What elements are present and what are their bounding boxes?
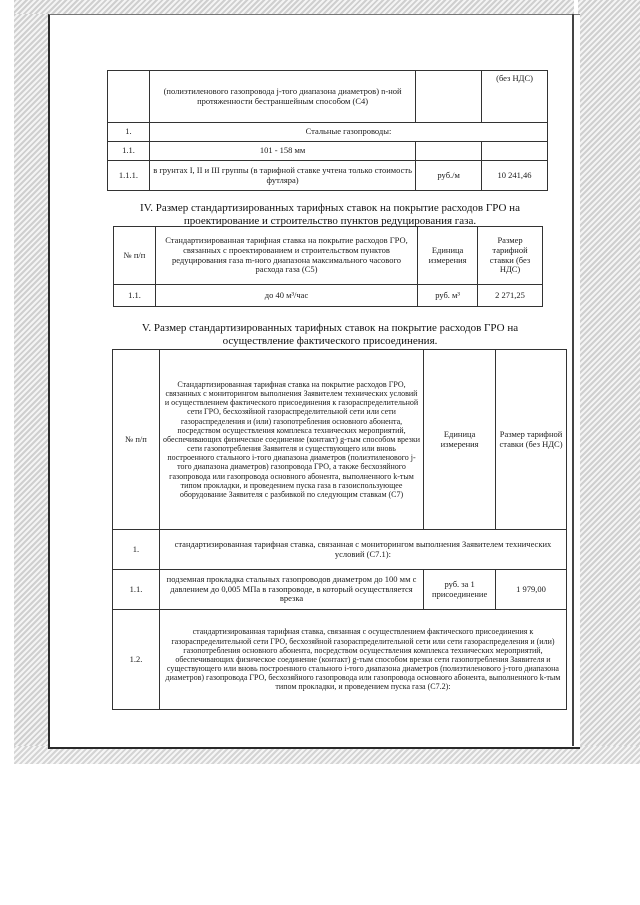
cell-description: 101 - 158 мм	[149, 142, 415, 161]
cell-number	[108, 71, 150, 123]
table-row	[108, 161, 548, 191]
header-description: Стандартизированная тарифная ставка на покрытие расходов ГРО, связанных с проектированием и строительством пунктов редуцирования газа m-ного диапазона максимального часового расхода газа (C5)	[155, 227, 417, 285]
table-header-row	[113, 350, 567, 530]
cell-description: Стальные газопроводы:	[149, 123, 547, 142]
cell-description: стандартизированная тарифная ставка, связанная с мониторингом выполнения Заявителем технических условий (C7.1):	[159, 530, 566, 570]
cell-unit: руб. за 1 присоединение	[424, 570, 496, 610]
table-row	[108, 71, 548, 123]
cell-description: стандартизированная тарифная ставка, связанная с осуществлением фактического присоединения к газораспределительной сети ГРО, бесхозяйной газораспределительной сети или сети газораспределения и (или) газопотребления основного абонента, посредством осуществления комплекса технических мероприятий, обеспечивающих физическое соединение (контакт) g-тым способом врезки сети газопотребления Заявителя и существующего или вновь построенного стального i-того диапазона диаметров (полиэтиленового j-того диапазона диаметров) газопровода ГРО, бесхозяйного газопровода или газопровода основного абонента, выполненного k-тым типом прокладки, и проведением пуска газа (C7.2):	[159, 610, 566, 710]
scan-hatch-left	[14, 14, 48, 749]
cell-number: 1.2.	[113, 610, 160, 710]
cell-unit	[416, 71, 482, 123]
cell-unit: руб. м³	[418, 285, 478, 307]
header-unit: Единица измерения	[418, 227, 478, 285]
cell-description: в грунтах I, II и III группы (в тарифной ставке учтена только стоимость футляра)	[149, 161, 415, 191]
cell-number: 1.1.	[113, 570, 160, 610]
table-row	[113, 530, 567, 570]
scan-hatch-right	[578, 0, 640, 762]
header-number: № п/п	[113, 350, 160, 530]
cell-rate: 1 979,00	[496, 570, 567, 610]
table-c4	[107, 70, 548, 191]
cell-number: 1.1.	[114, 285, 156, 307]
cell-number: 1.1.	[108, 142, 150, 161]
section-4-heading: IV. Размер стандартизированных тарифных ставок на покрытие расходов ГРО на проектирование и строительство пунктов редуцирования газа.	[140, 202, 520, 228]
table-row	[108, 123, 548, 142]
header-rate: Размер тарифной ставки (без НДС)	[478, 227, 543, 285]
header-rate: Размер тарифной ставки (без НДС)	[496, 350, 567, 530]
cell-number: 1.	[108, 123, 150, 142]
cell-unit: руб./м	[416, 161, 482, 191]
cell-number: 1.1.1.	[108, 161, 150, 191]
cell-rate: (без НДС)	[482, 71, 548, 123]
table-section-4	[113, 226, 543, 307]
cell-description: подземная прокладка стальных газопроводов диаметром до 100 мм с давлением до 0,005 МПа в газопроводе, в который осуществляется врезка	[159, 570, 423, 610]
cell-number: 1.	[113, 530, 160, 570]
cell-description: до 40 м³/час	[155, 285, 417, 307]
table-row	[113, 570, 567, 610]
table-header-row	[114, 227, 543, 285]
table-row	[108, 142, 548, 161]
section-5-heading: V. Размер стандартизированных тарифных ставок на покрытие расходов ГРО на осуществление фактического присоединения.	[141, 322, 519, 348]
header-number: № п/п	[114, 227, 156, 285]
sheet-right-border	[572, 14, 574, 746]
table-row	[113, 610, 567, 710]
cell-rate	[482, 142, 548, 161]
table-row	[114, 285, 543, 307]
header-description: Стандартизированная тарифная ставка на покрытие расходов ГРО, связанных с мониторингом выполнения Заявителем технических условий и осуществлением фактического присоединения к газораспределительной сети ГРО, бесхозяйной газораспределительной сети или сети газораспределения и (или) газопотребления основного абонента, посредством осуществления комплекса технических мероприятий, обеспечивающих физическое соединение (контакт) g-тым способом врезки сети газопотребления Заявителя и существующего или вновь построенного стального i-того диапазона диаметров (полиэтиленового j-того диапазона диаметров) газопровода ГРО, а также бесхозяйного газопровода или газопровода основного абонента, выполненного k-тым типом прокладки, и проведением пуска газа в газоиспользующее оборудование Заявителя с разбивкой по следующим ставкам (C7)	[159, 350, 423, 530]
cell-rate: 2 271,25	[478, 285, 543, 307]
cell-unit	[416, 142, 482, 161]
table-section-5	[112, 349, 567, 710]
cell-description: (полиэтиленового газопровода j-того диапазона диаметров) n-ной протяженности бестраншейным способом (C4)	[149, 71, 415, 123]
scan-hatch-top	[14, 0, 574, 14]
header-unit: Единица измерения	[424, 350, 496, 530]
cell-rate: 10 241,46	[482, 161, 548, 191]
